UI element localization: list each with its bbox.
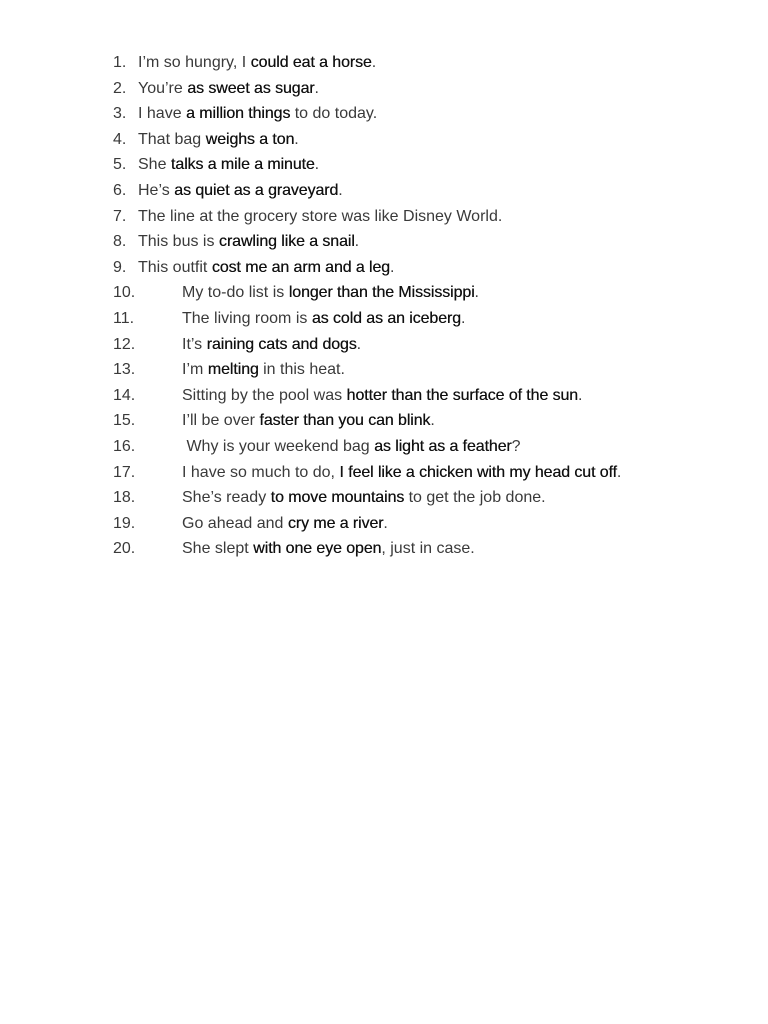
item-number: 15.	[113, 412, 136, 430]
sentence-text: .	[356, 335, 362, 353]
list-item	[113, 434, 753, 460]
sentence-text: It’s	[182, 335, 207, 353]
sentence-text: .	[430, 412, 435, 430]
idiom-phrase: cost me an arm and a leg	[211, 258, 390, 276]
list-item	[113, 460, 753, 486]
idiom-phrase: to move mountains	[270, 489, 405, 507]
sentence-text: This bus is	[138, 233, 219, 251]
list-item	[113, 152, 753, 178]
list-item	[113, 127, 753, 153]
item-number: 16.	[113, 437, 136, 455]
sentence-text: I’m so hungry, I	[138, 54, 251, 71]
item-number: 18.	[113, 489, 136, 507]
sentence-text: .	[460, 309, 466, 327]
item-number: 13.	[113, 361, 136, 379]
item-number: 7.	[113, 207, 127, 225]
sentence-text: I’ll be over	[182, 412, 260, 430]
item-number: 8.	[113, 233, 127, 251]
sentence-text: .	[354, 233, 360, 251]
sentence-text: Go ahead and	[182, 514, 288, 532]
idiom-phrase: hotter than the surface of the sun	[346, 386, 578, 404]
sentence-text: .	[389, 258, 395, 276]
sentence-text: He’s	[138, 181, 175, 199]
idiom-phrase: melting	[207, 361, 259, 379]
sentence-text: .	[616, 463, 622, 481]
sentence-text: .	[371, 54, 377, 71]
list-item	[113, 229, 753, 255]
idiom-phrase: I feel like a chicken with my head cut off	[339, 463, 617, 481]
sentence-text: ?	[511, 437, 521, 455]
sentence-text: Sitting by the pool was	[182, 386, 347, 404]
item-number: 12.	[113, 335, 136, 353]
idiom-phrase: faster than you can blink	[259, 412, 431, 430]
sentence-text: The living room is	[182, 309, 312, 327]
sentence-text: .	[383, 514, 388, 532]
sentence-text: to do today.	[290, 105, 378, 123]
idiom-phrase: crawling like a snail	[218, 233, 355, 251]
item-number: 6.	[113, 181, 127, 199]
sentence-text: in this heat.	[258, 361, 345, 379]
idiom-phrase: as light as a feather	[374, 437, 512, 455]
idiom-phrase: as sweet as sugar	[187, 79, 315, 97]
list-item	[113, 101, 753, 127]
item-number: 4.	[113, 130, 127, 148]
idiom-list	[113, 50, 753, 562]
idiom-phrase: with one eye open	[253, 540, 382, 558]
list-item	[113, 204, 753, 230]
sentence-text: You’re	[138, 79, 188, 97]
idiom-phrase: talks a mile a minute	[170, 156, 315, 174]
list-item	[113, 383, 753, 409]
item-number: 1.	[113, 54, 127, 71]
sentence-text: .	[314, 79, 319, 97]
sentence-text: That bag	[138, 130, 206, 148]
item-number: 3.	[113, 105, 127, 123]
list-item	[113, 280, 753, 306]
sentence-text: She’s ready	[182, 489, 271, 507]
list-item	[113, 332, 753, 358]
sentence-text: She	[138, 156, 171, 174]
item-number: 11.	[113, 309, 135, 327]
list-item	[113, 536, 753, 562]
item-number: 2.	[113, 79, 127, 97]
idiom-phrase: longer than the Mississippi	[288, 284, 475, 302]
sentence-text: My to-do list is	[182, 284, 289, 302]
list-item	[113, 357, 753, 383]
list-item	[113, 306, 753, 332]
item-number: 17.	[113, 463, 136, 481]
idiom-phrase: as cold as an iceberg	[311, 309, 461, 327]
idiom-phrase: cry me a river	[287, 514, 384, 532]
sentence-text: She slept	[182, 540, 254, 558]
sentence-text: I have so much to do,	[182, 463, 340, 481]
idiom-phrase: raining cats and dogs	[206, 335, 357, 353]
idiom-phrase: could eat a horse	[250, 54, 372, 71]
sentence-text: I have	[138, 105, 187, 123]
sentence-text: .	[474, 284, 479, 302]
idiom-phrase: a million things	[186, 105, 291, 123]
sentence-text: .	[338, 181, 343, 199]
list-item	[113, 511, 753, 537]
sentence-text: .	[577, 386, 583, 404]
item-number: 9.	[113, 258, 127, 276]
item-number: 10.	[113, 284, 136, 302]
sentence-text: , just in case.	[381, 540, 475, 558]
list-item	[113, 255, 753, 281]
item-number: 20.	[113, 540, 136, 558]
sentence-text: to get the job done.	[404, 489, 546, 507]
idiom-phrase: weighs a ton	[205, 130, 295, 148]
item-number: 19.	[113, 514, 136, 532]
sentence-text: .	[294, 130, 299, 148]
sentence-text: .	[314, 156, 320, 174]
list-item	[113, 50, 753, 76]
item-number: 14.	[113, 386, 136, 404]
list-item	[113, 178, 753, 204]
sentence-text: I’m	[182, 361, 208, 379]
idiom-phrase: as quiet as a graveyard	[174, 181, 339, 199]
list-item	[113, 76, 753, 102]
sentence-text: This outfit	[138, 258, 212, 276]
sentence-text: Why is your weekend bag	[182, 437, 375, 455]
list-item	[113, 485, 753, 511]
sentence-text: The line at the grocery store was like Disney World.	[138, 207, 503, 225]
item-number: 5.	[113, 156, 127, 174]
list-item	[113, 408, 753, 434]
